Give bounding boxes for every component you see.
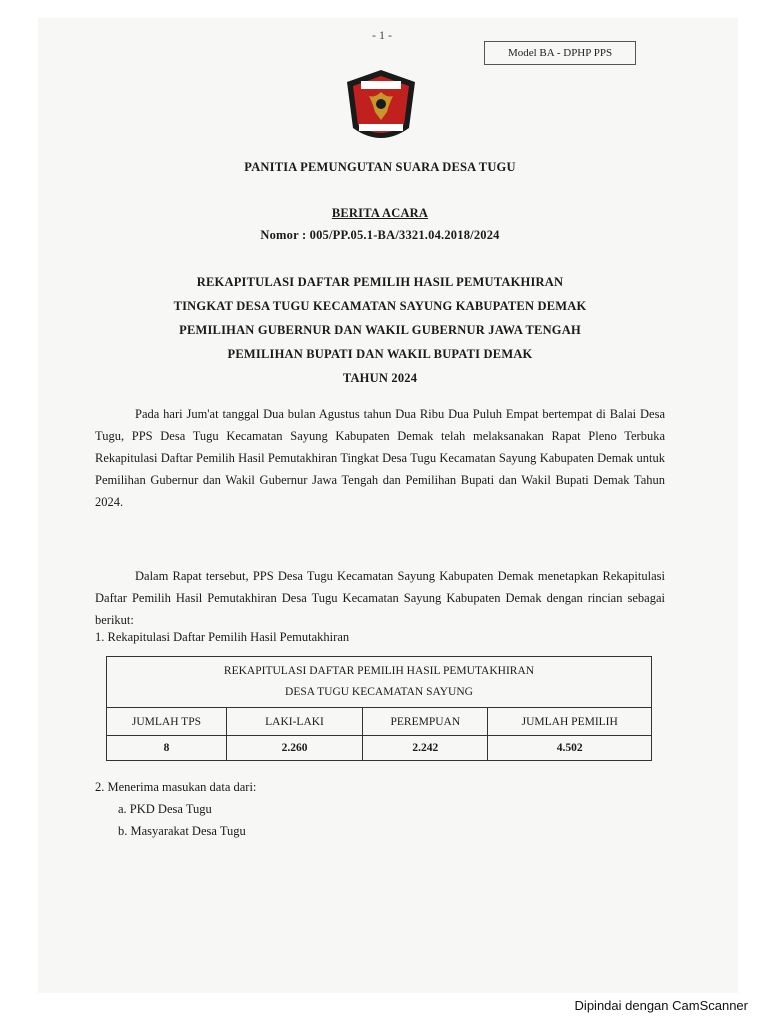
value-cell: 4.502: [488, 736, 652, 761]
list-item-input: 2. Menerima masukan data dari:: [95, 780, 257, 794]
kpu-logo: [343, 68, 419, 150]
title-line: PEMILIHAN BUPATI DAN WAKIL BUPATI DEMAK: [227, 347, 533, 361]
value-cell: 2.242: [363, 736, 488, 761]
document-number: Nomor : 005/PP.05.1-BA/3321.04.2018/2024: [260, 228, 500, 242]
sub-item: a. PKD Desa Tugu: [118, 802, 212, 816]
header-cell: LAKI-LAKI: [226, 708, 362, 736]
scanner-watermark: Dipindai dengan CamScanner: [574, 998, 748, 1013]
value-cell: 8: [107, 736, 227, 761]
header-cell: JUMLAH PEMILIH: [488, 708, 652, 736]
title-line: PEMILIHAN GUBERNUR DAN WAKIL GUBERNUR JAWA TENGAH: [179, 323, 581, 337]
sub-item: b. Masyarakat Desa Tugu: [118, 824, 246, 838]
committee-heading: PANITIA PEMUNGUTAN SUARA DESA TUGU: [244, 160, 516, 174]
table-title-line: REKAPITULASI DAFTAR PEMILIH HASIL PEMUTAKHIRAN: [223, 665, 535, 677]
model-label: Model BA - DPHP PPS: [484, 41, 636, 65]
list-item-recap: 1. Rekapitulasi Daftar Pemilih Hasil Pemutakhiran: [95, 630, 350, 644]
opening-paragraph: Pada hari Jum'at tanggal Dua bulan Agustus tahun Dua Ribu Dua Puluh Empat bertempat di Balai Desa Tugu, PPS Desa Tugu Kecamatan Sayung Kabupaten Demak telah melaksanakan Rapat Pleno Terbuka Rekapitulasi Daftar Pemilih Hasil Pemutakhiran Tingkat Desa Tugu Kecamatan Sayung Kabupaten Demak untuk Pemilihan Gubernur dan Wakil Gubernur Jawa Tengah dan Pemilihan Bupati dan Wakil Bupati Demak Tahun 2024.: [95, 407, 665, 509]
value-cell: 2.260: [226, 736, 362, 761]
table-header-row: [107, 708, 652, 736]
document-type: BERITA ACARA: [331, 206, 429, 220]
title-line: REKAPITULASI DAFTAR PEMILIH HASIL PEMUTAKHIRAN: [196, 275, 564, 289]
table-title-line: DESA TUGU KECAMATAN SAYUNG: [285, 686, 473, 698]
page-number: - 1 -: [372, 28, 392, 42]
header-cell: JUMLAH TPS: [107, 708, 227, 736]
header-cell: PEREMPUAN: [363, 708, 488, 736]
title-line: TINGKAT DESA TUGU KECAMATAN SAYUNG KABUPATEN DEMAK: [173, 299, 587, 313]
recap-table: [106, 656, 652, 761]
table-title: [107, 657, 652, 708]
document-title: [60, 270, 700, 390]
meeting-paragraph: Dalam Rapat tersebut, PPS Desa Tugu Kecamatan Sayung Kabupaten Demak menetapkan Rekapitulasi Daftar Pemilih Hasil Pemutakhiran Desa Tugu Kecamatan Sayung Kabupaten Demak dengan rincian sebagai berikut:: [95, 569, 665, 627]
title-line: TAHUN 2024: [342, 371, 418, 385]
table-row: [107, 736, 652, 761]
